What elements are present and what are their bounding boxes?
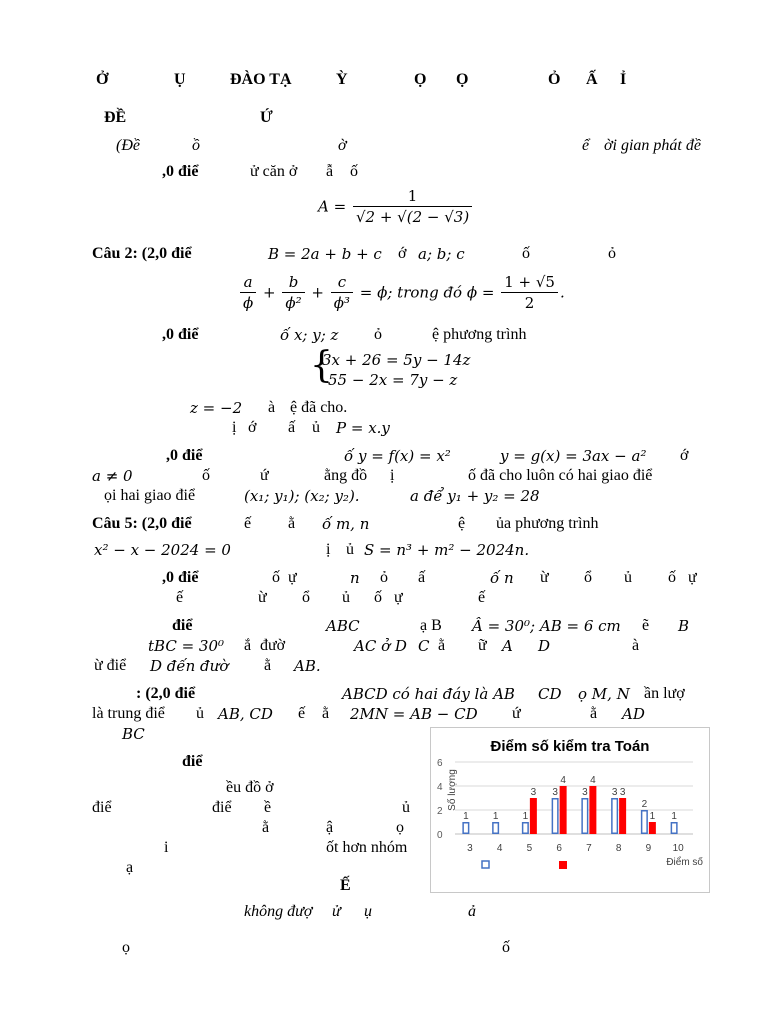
y-tick-label: 2 [437, 806, 443, 817]
question-text: ế [244, 515, 252, 532]
bar [649, 822, 656, 834]
question-text: ố [272, 569, 280, 586]
question-text: ệ [458, 515, 466, 532]
x-axis-label: Điểm số [666, 857, 703, 868]
question-math: A [502, 637, 513, 655]
question-math: C [418, 637, 430, 655]
header-fragment: Ấ [586, 71, 598, 88]
chart-title: Điểm số kiểm tra Toán [490, 738, 650, 755]
question-text: à [268, 399, 276, 416]
question-text: ệ phương trình [432, 326, 527, 343]
question-math: ọ M, N [578, 685, 630, 703]
score-chart-svg [431, 728, 709, 892]
subtitle-fragment: (Đề [116, 137, 140, 154]
question-text: ần lượ [644, 685, 685, 702]
header-fragment: Ụ [174, 71, 186, 88]
question-math: a để y₁ + y₂ = 28 [410, 487, 540, 505]
x-tick-label: 9 [645, 843, 652, 854]
question-text: ỏ [374, 326, 382, 343]
fraction [282, 272, 304, 313]
question-6 [162, 568, 702, 588]
question-text: ổ [302, 589, 310, 606]
question-text: ằ [288, 515, 296, 532]
header-fragment: Ỉ [620, 71, 627, 88]
legend-marker [559, 861, 567, 869]
question-math: tBC = 30⁰ [148, 637, 225, 655]
question-text: ấ [418, 569, 426, 586]
question-text: ổ [584, 569, 592, 586]
question-9-line-1: ều đồ ở [226, 779, 274, 796]
bar [552, 799, 558, 834]
question-text: ố [668, 569, 676, 586]
numerator: b [282, 272, 304, 293]
question-math: D đến đườ [150, 657, 229, 675]
question-text: ớ [398, 245, 407, 262]
question-6-line-2 [176, 588, 576, 608]
question-text: ứ [512, 705, 521, 722]
question-math: z = −2 [190, 399, 243, 417]
exam-subtitle [116, 136, 736, 156]
question-3-part-b [232, 418, 532, 438]
question-math: ABC [326, 617, 360, 635]
footer-text: không đượ [244, 903, 313, 920]
question-text: ằ [262, 819, 270, 836]
header-fragment: Ọ [414, 71, 427, 88]
subtitle-fragment: ời gian phát đề [604, 137, 701, 154]
header-fragment: Ọ [456, 71, 469, 88]
header-fragment: Ỏ [548, 71, 561, 88]
question-9-line-5: ạ [126, 859, 134, 876]
question-math: AC ở D [354, 637, 407, 655]
bar [463, 823, 469, 834]
question-math: D [538, 637, 551, 655]
data-label: 1 [649, 811, 656, 822]
footer-text: ọ [122, 939, 130, 956]
question-text: ừ [258, 589, 267, 606]
question-label: Câu 5: (2,0 điể [92, 515, 192, 532]
denominator: √2 + √(2 − √3) [355, 208, 470, 226]
question-text: ỏ [380, 569, 388, 586]
footer-text: ử [332, 903, 341, 920]
x-tick-label: 8 [615, 843, 622, 854]
question-9-line-2 [92, 798, 422, 818]
question-3-part-a [190, 398, 490, 419]
question-8-line-3: BC [122, 725, 145, 743]
question-math: a ≠ 0 [92, 467, 133, 485]
bar [612, 799, 618, 834]
data-label: 3 [611, 787, 618, 798]
footer-text: ả [468, 903, 476, 920]
formula-middle: = ϕ; trong đó ϕ = [359, 283, 495, 302]
question-text: điể [92, 799, 112, 816]
data-label: 3 [619, 787, 626, 798]
question-4 [166, 446, 726, 466]
header-line-1 [96, 70, 627, 90]
question-text: ằ [322, 705, 330, 722]
numerator: 1 + √5 [501, 272, 558, 293]
question-text: ằ [438, 637, 446, 654]
y-axis-label: Số lượng [447, 769, 458, 811]
question-math: ố y = f(x) = x² [344, 447, 451, 465]
bar [493, 823, 499, 834]
question-math: n [350, 569, 360, 587]
data-label: 2 [641, 799, 648, 810]
question-text: ạ B [420, 617, 442, 634]
question-math: CD [538, 685, 562, 703]
question-text: ỏ [608, 245, 616, 262]
question-8 [136, 684, 716, 704]
question-label: ,0 điể [162, 569, 199, 586]
question-text: ằ [590, 705, 598, 722]
score-chart [430, 727, 710, 893]
footer-text: ố [502, 939, 510, 956]
formula-a [318, 186, 474, 227]
bar [560, 786, 567, 834]
formula-phi: $\frac{a}{\phi}$ + $\frac{b}{\text{ϕ²}}$ + $\frac{c}{\text{ϕ³}}$ = ϕ; trong đó ϕ = $\frac{1 + √5}{2}$ . [238, 272, 565, 313]
x-tick-label: 10 [672, 843, 684, 854]
question-text: ớ [680, 447, 689, 464]
system-eq-2: 55 − 2x = 7y − z [328, 371, 458, 389]
question-7 [172, 616, 712, 636]
question-text: ậ [326, 819, 334, 836]
question-text: ủ [346, 541, 354, 558]
question-text: ố [522, 245, 530, 262]
header-fragment: ĐÀO TẠ [230, 71, 292, 88]
footer-last-line [122, 938, 522, 958]
question-text: ị [232, 419, 237, 436]
question-text: ằng đồ [324, 467, 368, 484]
y-tick-label: 0 [437, 830, 443, 841]
question-text: ệ đã cho. [290, 399, 348, 416]
question-text: i [164, 839, 169, 856]
question-text: ủ [312, 419, 320, 436]
question-text: là trung điể [92, 705, 165, 722]
question-text: ế [478, 589, 486, 606]
question-math: (x₁; y₁); (x₂; y₂). [244, 487, 360, 505]
question-math: 2MN = AB − CD [350, 705, 478, 723]
subtitle-fragment: ờ [338, 137, 347, 154]
question-text: ọ [396, 819, 404, 836]
question-7-line-2 [148, 636, 648, 657]
legend-marker [482, 861, 489, 868]
question-math: x² − x − 2024 = 0 [94, 541, 231, 559]
plus-sign: + [311, 283, 324, 302]
x-tick-label: 3 [467, 843, 473, 854]
brace: { [310, 345, 333, 386]
question-text: ớ [248, 419, 257, 436]
question-math: S = n³ + m² − 2024n. [364, 541, 530, 559]
question-7-line-3 [94, 656, 494, 676]
question-text: à [632, 637, 640, 654]
fraction [353, 186, 472, 227]
question-5-line-2 [94, 540, 694, 561]
question-1 [162, 162, 358, 182]
question-math: ABCD có hai đáy là AB [342, 685, 515, 703]
question-text: ủ [624, 569, 632, 586]
bar [530, 798, 537, 834]
question-2 [92, 244, 732, 264]
question-text: ế [176, 589, 184, 606]
question-9-label: điể [182, 753, 203, 770]
x-tick-label: 5 [526, 843, 533, 854]
question-math: AB. [294, 657, 321, 675]
header-fragment: Ở [96, 71, 109, 88]
formula-lhs: A = [318, 197, 347, 216]
question-text: ằ [264, 657, 272, 674]
x-tick-label: 4 [496, 843, 503, 854]
question-text: ốt hơn nhóm [326, 839, 408, 856]
question-label: : (2,0 điể [136, 685, 196, 702]
question-text: ố [202, 467, 210, 484]
bar [642, 811, 648, 834]
data-label: 3 [552, 787, 558, 798]
question-text: ủ [196, 705, 204, 722]
question-math: ố m, n [322, 515, 370, 533]
question-text: ế [298, 705, 306, 722]
question-math: a; b; c [418, 245, 465, 263]
denominator: ϕ³ [333, 294, 351, 312]
data-label: 4 [590, 775, 596, 786]
question-9-line-4 [164, 838, 424, 858]
question-math: y = g(x) = 3ax − a² [500, 447, 647, 465]
question-math: B [678, 617, 690, 635]
y-tick-label: 6 [437, 758, 443, 769]
x-tick-label: 7 [586, 843, 592, 854]
question-5 [92, 514, 692, 534]
numerator: a [240, 272, 256, 293]
question-text: ừ điể [94, 657, 127, 674]
question-4-line-3 [104, 486, 664, 506]
question-label: ,0 điể [162, 326, 199, 343]
question-text: ẽ [642, 617, 650, 634]
question-math: ố n [490, 569, 514, 587]
bar [523, 823, 529, 834]
question-text: ọi hai giao điể [104, 487, 196, 504]
question-3 [162, 325, 722, 345]
title-fragment: ĐỀ [104, 109, 127, 126]
question-text: ấ [288, 419, 296, 436]
system-eq-1: 3x + 26 = 5y − 14z [322, 351, 471, 369]
question-text: ẫ [326, 163, 334, 180]
question-text: ự [288, 569, 297, 586]
y-tick-label: 4 [437, 782, 443, 793]
question-text: ố đã cho luôn có hai giao điể [468, 467, 653, 484]
question-9-line-3 [262, 818, 422, 838]
fraction [501, 272, 558, 313]
question-math: Â = 30⁰; AB = 6 cm [472, 617, 621, 635]
question-text: ủ [402, 799, 410, 816]
bar [619, 798, 626, 834]
question-text: ề [264, 799, 272, 816]
x-tick-label: 6 [556, 843, 562, 854]
exam-title [104, 108, 273, 128]
question-label: điể [172, 617, 193, 634]
denominator: ϕ² [285, 294, 302, 312]
question-text: ố [374, 589, 382, 606]
question-text: ử căn ở [250, 163, 298, 180]
question-text: ị [390, 467, 395, 484]
question-math: P = x.y [336, 419, 390, 437]
data-label: 1 [671, 811, 677, 822]
subtitle-fragment: ồ [192, 137, 200, 154]
header-fragment: Ỳ [336, 71, 348, 88]
question-4-line-2 [92, 466, 732, 487]
question-text: ủa phương trình [496, 515, 599, 532]
question-8-line-2 [92, 704, 652, 724]
question-text: ị [326, 541, 331, 558]
plus-sign: + [263, 283, 276, 302]
data-label: 1 [522, 811, 529, 822]
subtitle-fragment: ể [582, 137, 590, 154]
question-text: đườ [260, 637, 286, 654]
data-label: 3 [530, 787, 537, 798]
numerator: c [331, 272, 353, 293]
question-text: ừ [540, 569, 549, 586]
question-text: ứ [260, 467, 269, 484]
question-text: ự [688, 569, 697, 586]
data-label: 4 [560, 775, 566, 786]
question-text: ữ [478, 637, 487, 654]
fraction [240, 272, 256, 313]
fraction [331, 272, 353, 313]
question-text: ắ [244, 637, 252, 654]
numerator: 1 [353, 186, 472, 207]
denominator: 2 [524, 294, 535, 312]
data-label: 1 [492, 811, 499, 822]
footer-text: ụ [364, 903, 372, 920]
question-label: ,0 điể [166, 447, 203, 464]
bar [582, 799, 588, 834]
bar [671, 823, 677, 834]
question-text: ủ [342, 589, 350, 606]
question-math: ố x; y; z [280, 326, 339, 344]
title-fragment: Ứ [260, 109, 273, 126]
question-text: ố [350, 163, 358, 180]
bar [589, 786, 596, 834]
question-math: AD [622, 705, 645, 723]
question-label: Câu 2: (2,0 điể [92, 245, 192, 262]
data-label: 1 [463, 811, 469, 822]
question-text: ự [394, 589, 403, 606]
data-label: 3 [582, 787, 588, 798]
question-label: ,0 điể [162, 163, 199, 180]
footer-note [244, 902, 494, 922]
question-math: AB, CD [218, 705, 273, 723]
denominator: ϕ [243, 294, 254, 312]
exam-end-marker: Ế [340, 877, 351, 894]
question-text: điể [212, 799, 232, 816]
question-math: B = 2a + b + c [268, 245, 382, 263]
